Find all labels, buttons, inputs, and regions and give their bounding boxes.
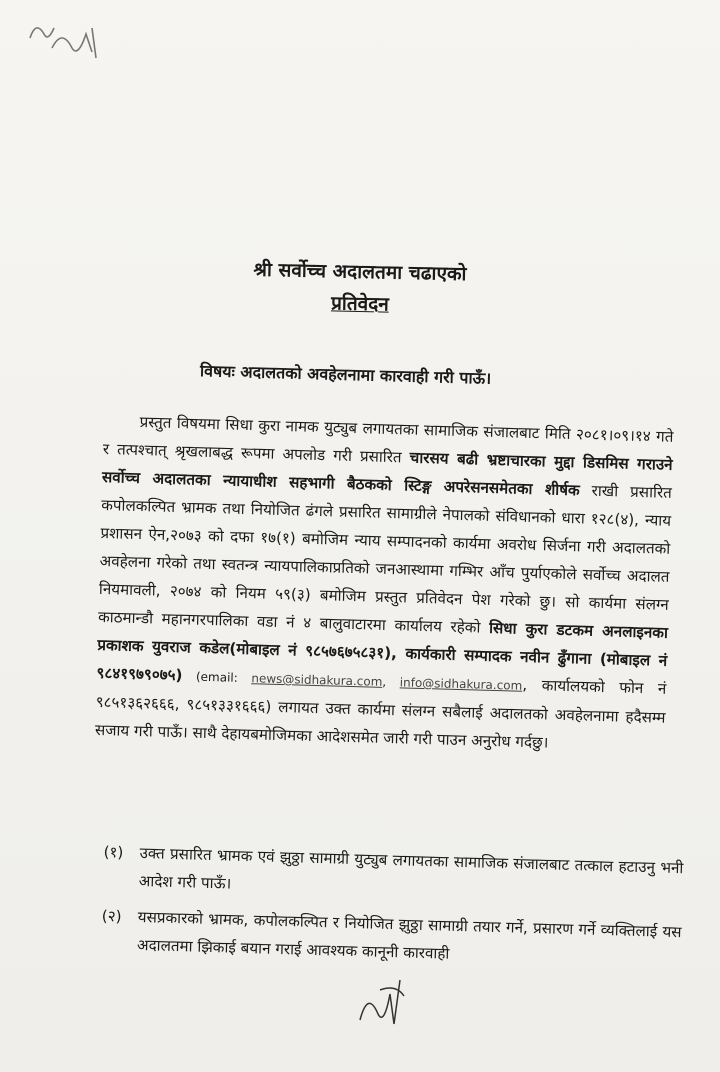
list-item: (१) उक्त प्रसारित भ्रामक एवं झुठ्ठा सामाग्री युट्युब लगायतका सामाजिक संजालबाट तत्काल हटाउनु भनी आदेश गरी पाऊँ।	[103, 842, 684, 893]
email-link-news[interactable]: news@sidhakura.com	[251, 671, 383, 689]
subject-line: विषयः अदालतको अवहेलनामा कारवाही गरी पाऊँ।	[199, 361, 492, 388]
request-list	[100, 838, 683, 982]
signature-mark	[350, 970, 420, 1030]
page-subtitle: प्रतिवेदन	[330, 292, 390, 316]
page-title: श्री सर्वोच्च अदालतमा चढाएको	[253, 258, 467, 286]
main-paragraph: प्रस्तुत विषयमा सिधा कुरा नामक युट्युब लगायतका सामाजिक संजालबाट मिति २०८१।०९।१४ गते र तत्पश्चात् श्रृखलाबद्ध रूपमा अपलोड गरी प्रसारित चारसय बढी भ्रष्टाचारका मुद्दा डिसमिस गराउने सर्वोच्च अदालतका न्यायाधीश सहभागी बैठकको स्टिङ्ग अपरेसनसमेतका शीर्षक राखी प्रसारित कपोलकल्पित भ्रामक तथा नियोजित ढंगले प्रसारित सामाग्रीले नेपालको संविधानको धारा १२८(४), न्याय प्रशासन ऐन,२०७३ को दफा १७(१) बमोजिम न्याय सम्पादनको कार्यमा अवरोध सिर्जना गरी अदालतको अवहेलना गरेको तथा स्वतन्त्र न्यायपालिकाप्रतिको जनआस्थामा गम्भिर आँच पुर्याएकोले सर्वोच्च अदालत नियमावली, २०७४ को नियम ५९(३) बमोजिम प्रस्तुत प्रतिवेदन पेश गरेको छु। सो कार्यमा संलग्न काठमान्डौ महानगरपालिका वडा नं ४ बालुवाटारमा कार्यालय रहेको सिधा कुरा डटकम अनलाइनका प्रकाशक युवराज कडेल(मोबाइल नं ९८५७६७५८३१), कार्यकारी सम्पादक नवीन ढुँगाना (मोबाइल नं ९८४१९७९०७५) (email: news@sidhakura.com, info@sidhakura.com, कार्यालयको फोन नं ९८५१३६२६६६, ९८५१३३१६६६) लगायत उक्त कार्यमा संलग्न सबैलाई अदालतको अवहेलनामा हदैसम्म सजाय गरी पाऊँ। साथै देहायबमोजिमका आदेशसमेत जारी गरी पाउन अनुरोध गर्दछु।	[94, 413, 674, 752]
email-link-info[interactable]: info@sidhakura.com	[399, 675, 523, 693]
list-item: (२) यसप्रकारको भ्रामक, कपोलकल्पित र नियोजित झुठ्ठा सामाग्री तयार गर्ने, प्रसारण गर्ने व्यक्तिलाई यस अदालतमा झिकाई बयान गराई आवश्यक कानूनी कारवाही	[101, 906, 682, 963]
handwritten-note-scribble	[22, 8, 112, 68]
